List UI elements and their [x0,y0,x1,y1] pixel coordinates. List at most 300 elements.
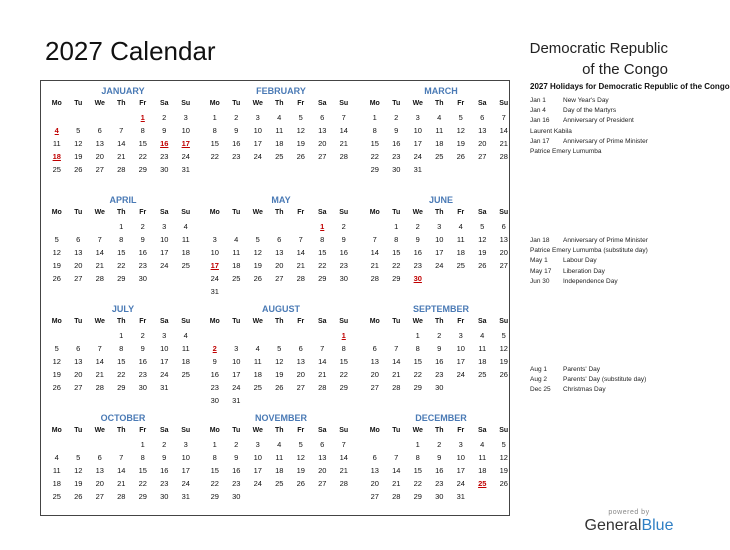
day-cell: 9 [140,235,145,244]
holiday-date: Jun 30 [530,277,550,285]
weekday-header: We [252,427,263,434]
holiday-name: Parents' Day [563,366,601,373]
weekday-header: We [94,427,105,434]
day-cell: 27 [478,152,487,161]
empty-day-cell [89,111,111,124]
day-cell: 16 [435,466,444,475]
empty-day-cell [89,329,111,342]
day-cell: 17 [253,139,262,148]
day-cell: 3 [458,331,463,340]
day-cell: 7 [119,126,124,135]
day-cell: 8 [320,235,325,244]
holiday-date: Jan 1 [530,97,546,104]
day-cell: 15 [392,248,401,257]
day-cell: 1 [415,440,420,449]
day-cell: 6 [76,344,81,353]
day-cell: 29 [339,383,348,392]
day-cell: 8 [341,344,346,353]
day-cell: 23 [232,152,241,161]
holiday-name: New Year's Day [563,97,609,104]
holiday-name: Anniversary of President [563,117,634,125]
page-title: 2027 Calendar [45,36,216,66]
day-cell: 4 [480,331,485,340]
empty-day-cell [46,329,68,342]
day-cell: 14 [117,466,126,475]
calendar-grid [40,80,510,516]
day-cell: 13 [95,139,104,148]
holiday-name: Anniversary of Prime Minister [563,137,648,145]
holiday-day-cell: 25 [478,479,487,488]
day-cell: 10 [456,344,465,353]
month-days-grid [46,206,200,285]
day-cell: 6 [298,344,303,353]
day-cell: 28 [339,479,348,488]
day-cell: 7 [97,235,102,244]
day-cell: 16 [413,248,422,257]
day-cell: 27 [95,492,104,501]
day-cell: 13 [370,466,379,475]
day-cell: 27 [370,492,379,501]
day-cell: 15 [117,357,126,366]
day-cell: 29 [392,274,401,283]
day-cell: 5 [54,344,59,353]
day-cell: 25 [275,479,284,488]
day-cell: 21 [392,370,401,379]
day-cell: 15 [210,466,219,475]
day-cell: 8 [119,235,124,244]
day-cell: 22 [210,152,219,161]
holiday-list-title: 2027 Holidays for Democratic Republic of the Congo [530,82,730,91]
day-cell: 14 [370,248,379,257]
day-cell: 1 [119,222,124,231]
day-cell: 29 [370,165,379,174]
day-cell: 28 [370,274,379,283]
day-cell: 8 [140,126,145,135]
holiday-entry [530,137,700,147]
day-cell: 29 [117,383,126,392]
day-cell: 27 [318,479,327,488]
day-cell: 8 [212,126,217,135]
day-cell: 5 [501,331,506,340]
day-cell: 5 [76,453,81,462]
empty-day-cell [68,329,90,342]
day-cell: 24 [456,370,465,379]
empty-day-cell [364,220,386,233]
day-cell: 31 [210,287,219,296]
weekday-header: Sa [317,318,327,325]
day-cell: 8 [212,453,217,462]
day-cell: 13 [95,466,104,475]
weekday-header: We [252,100,263,107]
day-cell: 16 [232,466,241,475]
weekday-header: Mo [51,209,62,216]
weekday-header: Tu [74,427,83,434]
day-cell: 24 [253,152,262,161]
day-cell: 30 [435,492,444,501]
day-cell: 8 [119,344,124,353]
holiday-name: Christmas Day [563,386,606,394]
day-cell: 9 [437,344,442,353]
day-cell: 7 [298,235,303,244]
holiday-entry [530,236,700,246]
day-cell: 22 [138,479,147,488]
day-cell: 28 [392,492,401,501]
day-cell: 23 [138,261,147,270]
day-cell: 26 [52,383,61,392]
month-days-grid [364,97,518,176]
day-cell: 10 [181,126,190,135]
day-cell: 31 [181,492,190,501]
weekday-header: Mo [209,318,220,325]
empty-day-cell [89,220,111,233]
month-name: JUNE [428,195,453,205]
weekday-header: We [412,318,423,325]
weekday-header: Fr [139,427,147,434]
day-cell: 30 [138,383,147,392]
weekday-header: Sa [159,209,169,216]
month-march [364,85,518,176]
day-cell: 20 [318,139,327,148]
weekday-header: Th [116,209,126,216]
day-cell: 26 [499,479,508,488]
day-cell: 26 [296,479,305,488]
day-cell: 12 [478,235,487,244]
day-cell: 30 [435,383,444,392]
month-november [204,412,358,503]
day-cell: 3 [212,235,217,244]
day-cell: 7 [341,440,346,449]
day-cell: 5 [255,235,260,244]
day-cell: 16 [435,357,444,366]
day-cell: 6 [320,440,325,449]
day-cell: 13 [296,357,305,366]
month-days-grid [46,97,200,176]
weekday-header: Fr [457,427,465,434]
day-cell: 27 [74,274,83,283]
day-cell: 16 [339,248,348,257]
month-days-grid [364,206,518,285]
day-cell: 9 [162,126,167,135]
day-cell: 26 [52,274,61,283]
country-line-1: Democratic Republic [529,40,668,57]
day-cell: 11 [181,344,190,353]
brand-part-1: General [584,517,642,534]
holiday-name: Liberation Day [563,267,605,275]
day-cell: 9 [234,126,239,135]
weekday-header: Fr [297,427,305,434]
day-cell: 20 [296,370,305,379]
day-cell: 1 [394,222,399,231]
day-cell: 15 [339,357,348,366]
empty-day-cell [46,220,68,233]
day-cell: 7 [501,113,506,122]
weekday-header: Th [274,318,284,325]
day-cell: 21 [117,479,126,488]
day-cell: 1 [415,331,420,340]
holiday-day-cell: 1 [140,113,145,122]
day-cell: 14 [499,126,508,135]
day-cell: 19 [74,479,83,488]
weekday-header: Th [116,318,126,325]
day-cell: 5 [54,235,59,244]
day-cell: 13 [74,357,83,366]
day-cell: 16 [232,139,241,148]
day-cell: 26 [499,370,508,379]
month-days-grid [364,424,518,503]
day-cell: 29 [210,492,219,501]
day-cell: 17 [232,370,241,379]
day-cell: 14 [95,248,104,257]
day-cell: 14 [339,126,348,135]
day-cell: 18 [275,466,284,475]
brand-name [584,517,674,535]
day-cell: 11 [478,453,487,462]
day-cell: 6 [97,126,102,135]
holiday-day-cell: 4 [54,126,59,135]
day-cell: 8 [415,453,420,462]
day-cell: 13 [318,126,327,135]
month-days-grid [46,424,200,503]
weekday-header: Mo [51,318,62,325]
day-cell: 19 [74,152,83,161]
day-cell: 10 [232,357,241,366]
day-cell: 22 [117,370,126,379]
holiday-day-cell: 17 [210,261,219,270]
day-cell: 23 [160,152,169,161]
day-cell: 6 [76,235,81,244]
weekday-header: Tu [232,427,241,434]
country-name [468,38,668,80]
day-cell: 5 [480,222,485,231]
month-september [364,303,518,394]
day-cell: 5 [501,440,506,449]
day-cell: 15 [138,139,147,148]
day-cell: 10 [160,344,169,353]
day-cell: 26 [296,152,305,161]
day-cell: 25 [181,261,190,270]
day-cell: 18 [52,479,61,488]
weekday-header: Sa [159,318,169,325]
weekday-header: Su [339,318,349,325]
day-cell: 6 [501,222,506,231]
day-cell: 23 [413,261,422,270]
month-name: MAY [271,195,291,205]
day-cell: 12 [74,466,83,475]
empty-day-cell [204,329,226,342]
empty-day-cell [68,438,90,451]
day-cell: 24 [160,261,169,270]
day-cell: 25 [52,492,61,501]
day-cell: 11 [275,453,284,462]
weekday-header: Su [499,318,509,325]
day-cell: 17 [160,357,169,366]
day-cell: 21 [339,466,348,475]
day-cell: 9 [415,235,420,244]
month-days-grid [204,97,358,163]
day-cell: 21 [95,370,104,379]
day-cell: 25 [456,261,465,270]
day-cell: 26 [74,492,83,501]
weekday-header: Sa [159,100,169,107]
day-cell: 12 [296,453,305,462]
day-cell: 25 [478,370,487,379]
day-cell: 19 [499,357,508,366]
holiday-entry [530,246,700,256]
day-cell: 22 [138,152,147,161]
day-cell: 11 [181,235,190,244]
day-cell: 2 [234,113,239,122]
holiday-entry [530,256,700,266]
day-cell: 19 [253,261,262,270]
powered-by-text: powered by [608,509,650,516]
day-cell: 2 [394,113,399,122]
holiday-date: Jan 16 [530,117,550,125]
day-cell: 10 [160,235,169,244]
holiday-name: Independence Day [563,277,618,285]
day-cell: 2 [437,331,442,340]
weekday-header: Th [116,427,126,434]
holiday-entry [530,147,700,157]
day-cell: 5 [298,113,303,122]
holiday-day-cell: 17 [181,139,190,148]
day-cell: 14 [318,357,327,366]
holiday-entry [530,375,700,385]
day-cell: 21 [296,261,305,270]
empty-day-cell [204,220,226,233]
day-cell: 28 [339,152,348,161]
month-name: OCTOBER [100,413,146,423]
day-cell: 14 [392,466,401,475]
day-cell: 23 [232,479,241,488]
day-cell: 19 [499,466,508,475]
day-cell: 9 [162,453,167,462]
holiday-day-cell: 30 [413,274,422,283]
day-cell: 8 [394,235,399,244]
empty-day-cell [269,329,291,342]
empty-day-cell [247,329,269,342]
weekday-header: Sa [477,427,487,434]
day-cell: 25 [253,383,262,392]
day-cell: 23 [435,370,444,379]
day-cell: 20 [478,139,487,148]
day-cell: 14 [392,357,401,366]
month-name: JULY [111,304,135,314]
day-cell: 3 [458,440,463,449]
day-cell: 4 [480,440,485,449]
weekday-header: Th [434,318,444,325]
day-cell: 9 [394,126,399,135]
day-cell: 23 [435,479,444,488]
day-cell: 15 [117,248,126,257]
day-cell: 23 [339,261,348,270]
day-cell: 24 [181,152,190,161]
day-cell: 18 [232,261,241,270]
day-cell: 26 [478,261,487,270]
empty-day-cell [312,329,334,342]
weekday-header: Th [434,209,444,216]
day-cell: 1 [212,440,217,449]
month-days-grid [204,424,358,503]
day-cell: 2 [234,440,239,449]
day-cell: 6 [372,344,377,353]
weekday-header: Th [274,427,284,434]
empty-day-cell [226,220,248,233]
day-cell: 16 [138,248,147,257]
day-cell: 7 [320,344,325,353]
day-cell: 4 [234,235,239,244]
day-cell: 27 [318,152,327,161]
holiday-name: Patrice Emery Lumumba [530,148,602,156]
weekday-header: Tu [74,209,83,216]
empty-day-cell [386,329,408,342]
day-cell: 20 [275,261,284,270]
day-cell: 2 [162,440,167,449]
month-name: SEPTEMBER [412,304,469,314]
weekday-header: Th [274,100,284,107]
day-cell: 22 [210,479,219,488]
day-cell: 13 [499,235,508,244]
holiday-entry [530,267,700,277]
day-cell: 2 [437,440,442,449]
weekday-header: Sa [317,427,327,434]
holiday-entry [530,116,700,126]
day-cell: 4 [255,344,260,353]
day-cell: 10 [413,126,422,135]
day-cell: 9 [234,453,239,462]
day-cell: 30 [138,274,147,283]
day-cell: 28 [499,152,508,161]
day-cell: 2 [140,331,145,340]
day-cell: 5 [298,440,303,449]
day-cell: 6 [480,113,485,122]
day-cell: 24 [456,479,465,488]
month-february [204,85,358,163]
day-cell: 20 [499,248,508,257]
day-cell: 18 [456,248,465,257]
day-cell: 4 [437,113,442,122]
day-cell: 8 [140,453,145,462]
day-cell: 19 [52,261,61,270]
day-cell: 28 [296,274,305,283]
day-cell: 28 [95,383,104,392]
holiday-date: Aug 2 [530,376,547,384]
weekday-header: Mo [369,209,380,216]
day-cell: 29 [117,274,126,283]
weekday-header: Su [339,209,349,216]
day-cell: 16 [138,357,147,366]
empty-day-cell [247,220,269,233]
day-cell: 1 [140,440,145,449]
day-cell: 13 [370,357,379,366]
month-name: MARCH [424,86,458,96]
weekday-header: Th [434,100,444,107]
day-cell: 3 [183,113,188,122]
day-cell: 26 [456,152,465,161]
day-cell: 16 [392,139,401,148]
day-cell: 24 [210,274,219,283]
day-cell: 11 [435,126,444,135]
day-cell: 5 [76,126,81,135]
weekday-header: We [412,209,423,216]
day-cell: 28 [95,274,104,283]
holiday-group [530,236,700,287]
weekday-header: Mo [51,100,62,107]
day-cell: 26 [275,383,284,392]
weekday-header: Tu [392,209,401,216]
day-cell: 12 [499,344,508,353]
holiday-list [530,82,730,394]
day-cell: 19 [52,370,61,379]
